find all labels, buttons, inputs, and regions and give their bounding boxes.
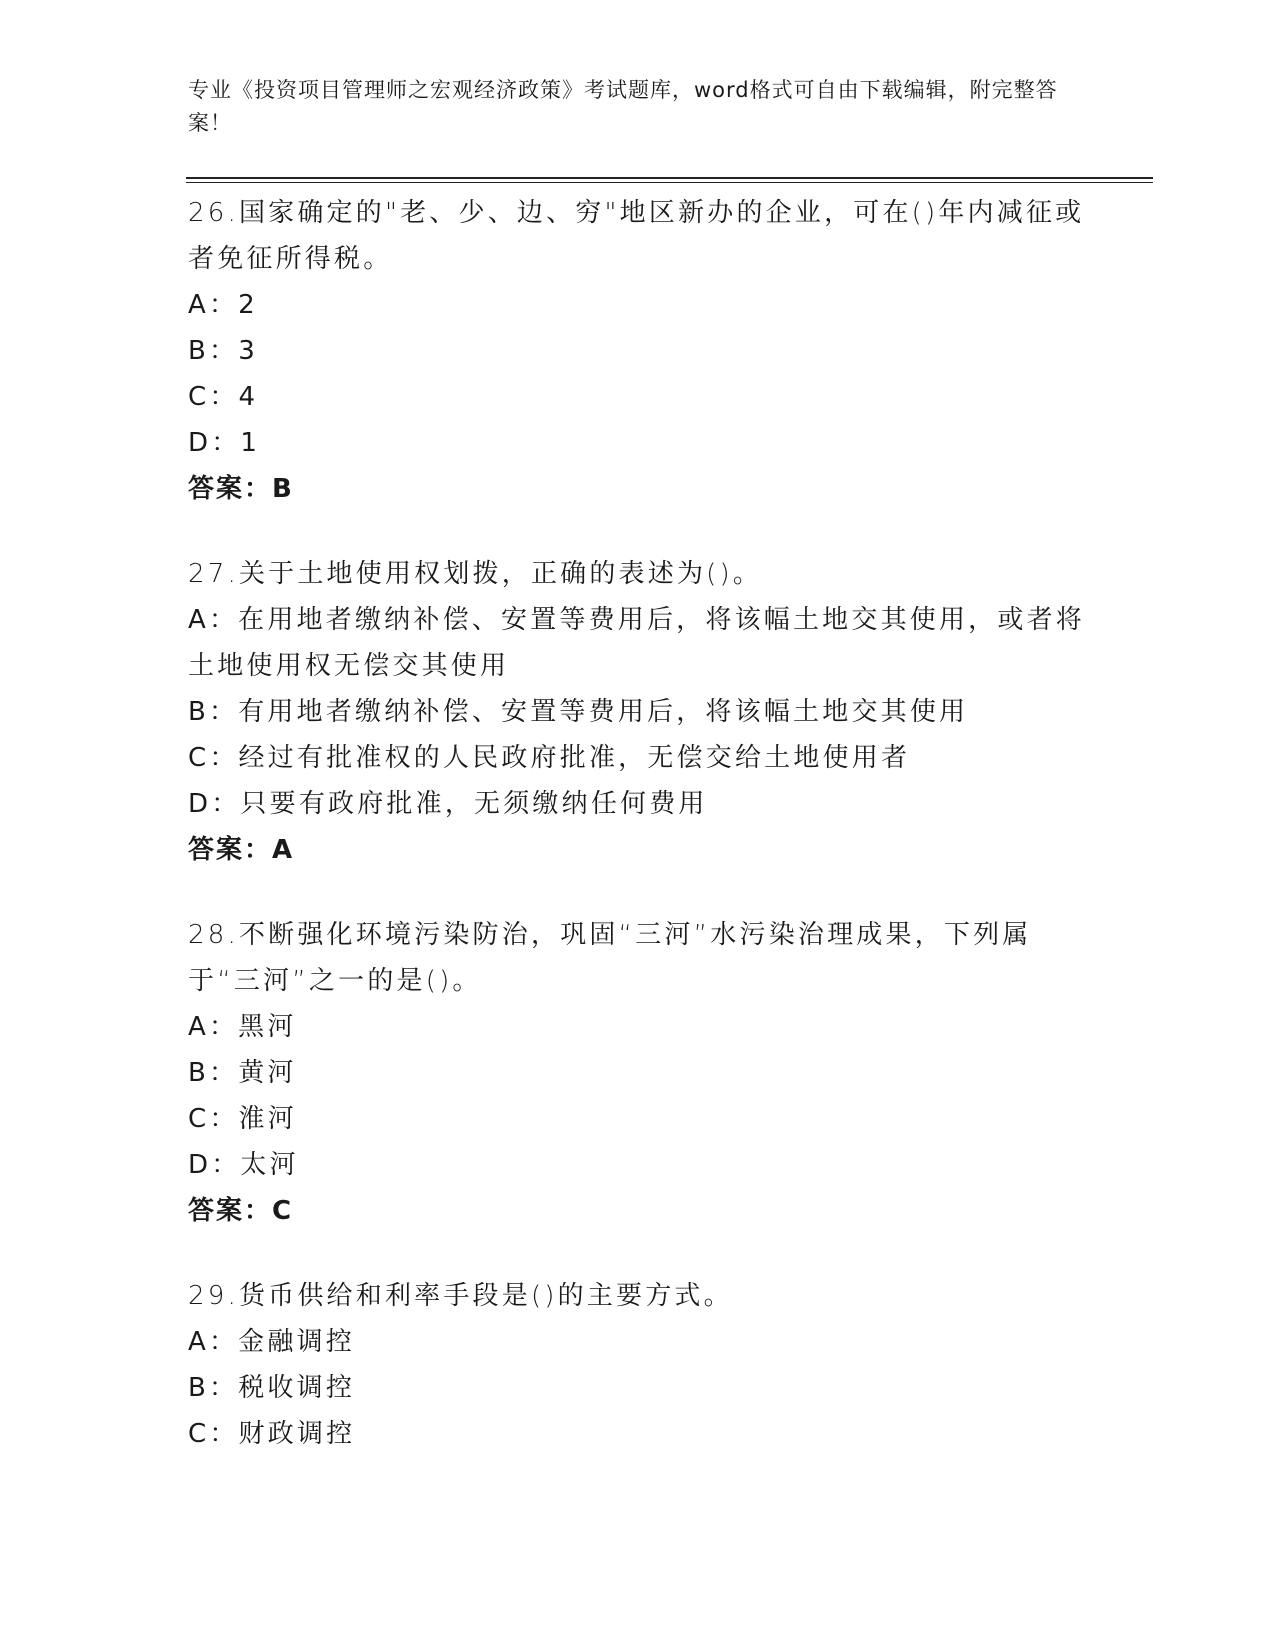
option-c: C：财政调控 (188, 1419, 356, 1449)
question-stem: 28.不断强化环境污染防治，巩固“三河”水污染治理成果，下列属于“三河”之一的是()。 (188, 920, 1032, 996)
option-a: A：金融调控 (188, 1327, 355, 1357)
header-divider-thin (186, 182, 1153, 183)
answer-text: 答案：C (188, 1196, 294, 1226)
option-c: C：经过有批准权的人民政府批准，无偿交给土地使用者 (188, 743, 911, 773)
option-b: B：税收调控 (188, 1373, 356, 1403)
question-27 (188, 551, 1088, 873)
option-a: A：在用地者缴纳补偿、安置等费用后，将该幅土地交其使用，或者将土地使用权无偿交其使用 (188, 605, 1085, 681)
option-d: D：只要有政府批准，无须缴纳任何费用 (188, 789, 708, 819)
option-d: D：1 (188, 428, 261, 458)
question-26 (188, 190, 1088, 512)
question-29 (188, 1273, 1088, 1457)
option-a: A：2 (188, 290, 258, 320)
header-intro: 专业《投资项目管理师之宏观经济政策》考试题库，word格式可自由下载编辑，附完整答案！ (188, 78, 1058, 135)
option-c: C：4 (188, 382, 259, 412)
option-d: D：太河 (188, 1150, 299, 1180)
option-a: A：黑河 (188, 1012, 297, 1042)
option-c: C：淮河 (188, 1104, 297, 1134)
question-stem: 29.货币供给和利率手段是()的主要方式。 (188, 1281, 733, 1311)
question-stem: 27.关于土地使用权划拨，正确的表述为()。 (188, 559, 763, 589)
option-b: B：黄河 (188, 1058, 297, 1088)
question-28 (188, 912, 1088, 1234)
question-list (188, 190, 1088, 1496)
question-stem: 26.国家确定的"老、少、边、穷"地区新办的企业，可在()年内减征或者免征所得税。 (188, 198, 1085, 274)
answer-text: 答案：B (188, 474, 294, 504)
option-b: B：3 (188, 336, 258, 366)
option-b: B：有用地者缴纳补偿、安置等费用后，将该幅土地交其使用 (188, 697, 969, 727)
answer-text: 答案：A (188, 835, 295, 865)
header-divider-thick (186, 177, 1153, 179)
document-header (188, 74, 1068, 140)
